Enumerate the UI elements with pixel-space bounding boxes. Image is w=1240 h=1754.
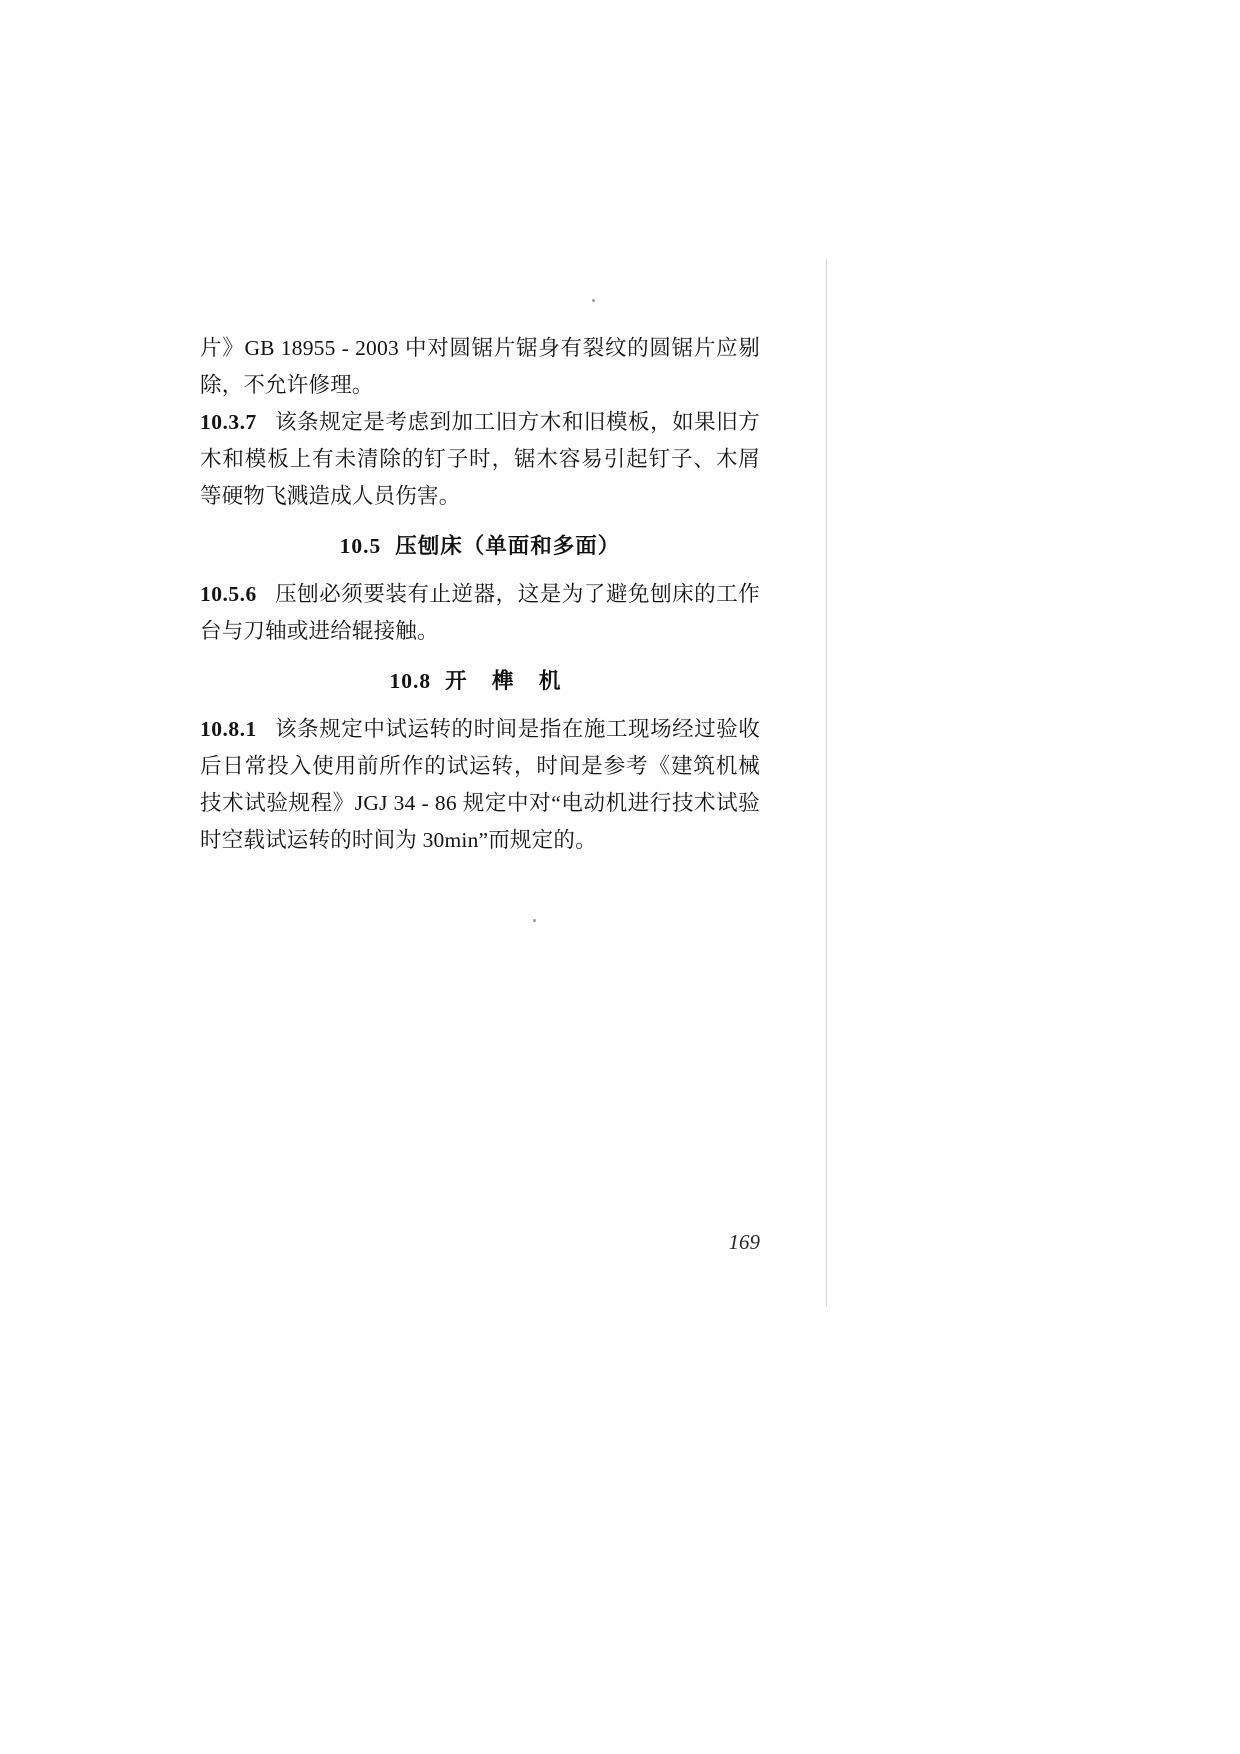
scan-speck [592,299,595,302]
clause-10-3-7 [200,404,760,515]
section-heading-10-5 [200,529,760,560]
paragraph-continuation: 片》GB 18955 - 2003 中对圆锯片锯身有裂纹的圆锯片应剔除，不允许修理。 [200,336,760,397]
clause-number: 10.3.7 [200,410,257,434]
clause-number: 10.8.1 [200,717,257,741]
section-heading-title: 开 榫 机 [445,669,571,693]
clause-text: 该条规定是考虑到加工旧方木和旧模板，如果旧方木和模板上有未清除的钉子时，锯木容易引起钉子、木屑等硬物飞溅造成人员伤害。 [200,410,760,508]
page-content [200,330,760,1254]
section-heading-10-8 [200,664,760,695]
section-heading-number: 10.5 [339,534,382,558]
scan-edge-line [826,258,827,1306]
scan-speck [533,919,536,922]
clause-10-5-6 [200,576,760,650]
page-number: 169 [728,1230,760,1254]
section-heading-title: 压刨床（单面和多面） [395,534,621,558]
clause-10-8-1 [200,711,760,859]
clause-number: 10.5.6 [200,582,257,606]
clause-text: 该条规定中试运转的时间是指在施工现场经过验收后日常投入使用前所作的试运转，时间是参考《建筑机械技术试验规程》JGJ 34 - 86 规定中对“电动机进行技术试验时空载试运转的时间为 30min”而规定的。 [200,717,760,852]
clause-text: 压刨必须要装有止逆器，这是为了避免刨床的工作台与刀轴或进给辊接触。 [200,582,760,643]
section-heading-number: 10.8 [389,669,432,693]
